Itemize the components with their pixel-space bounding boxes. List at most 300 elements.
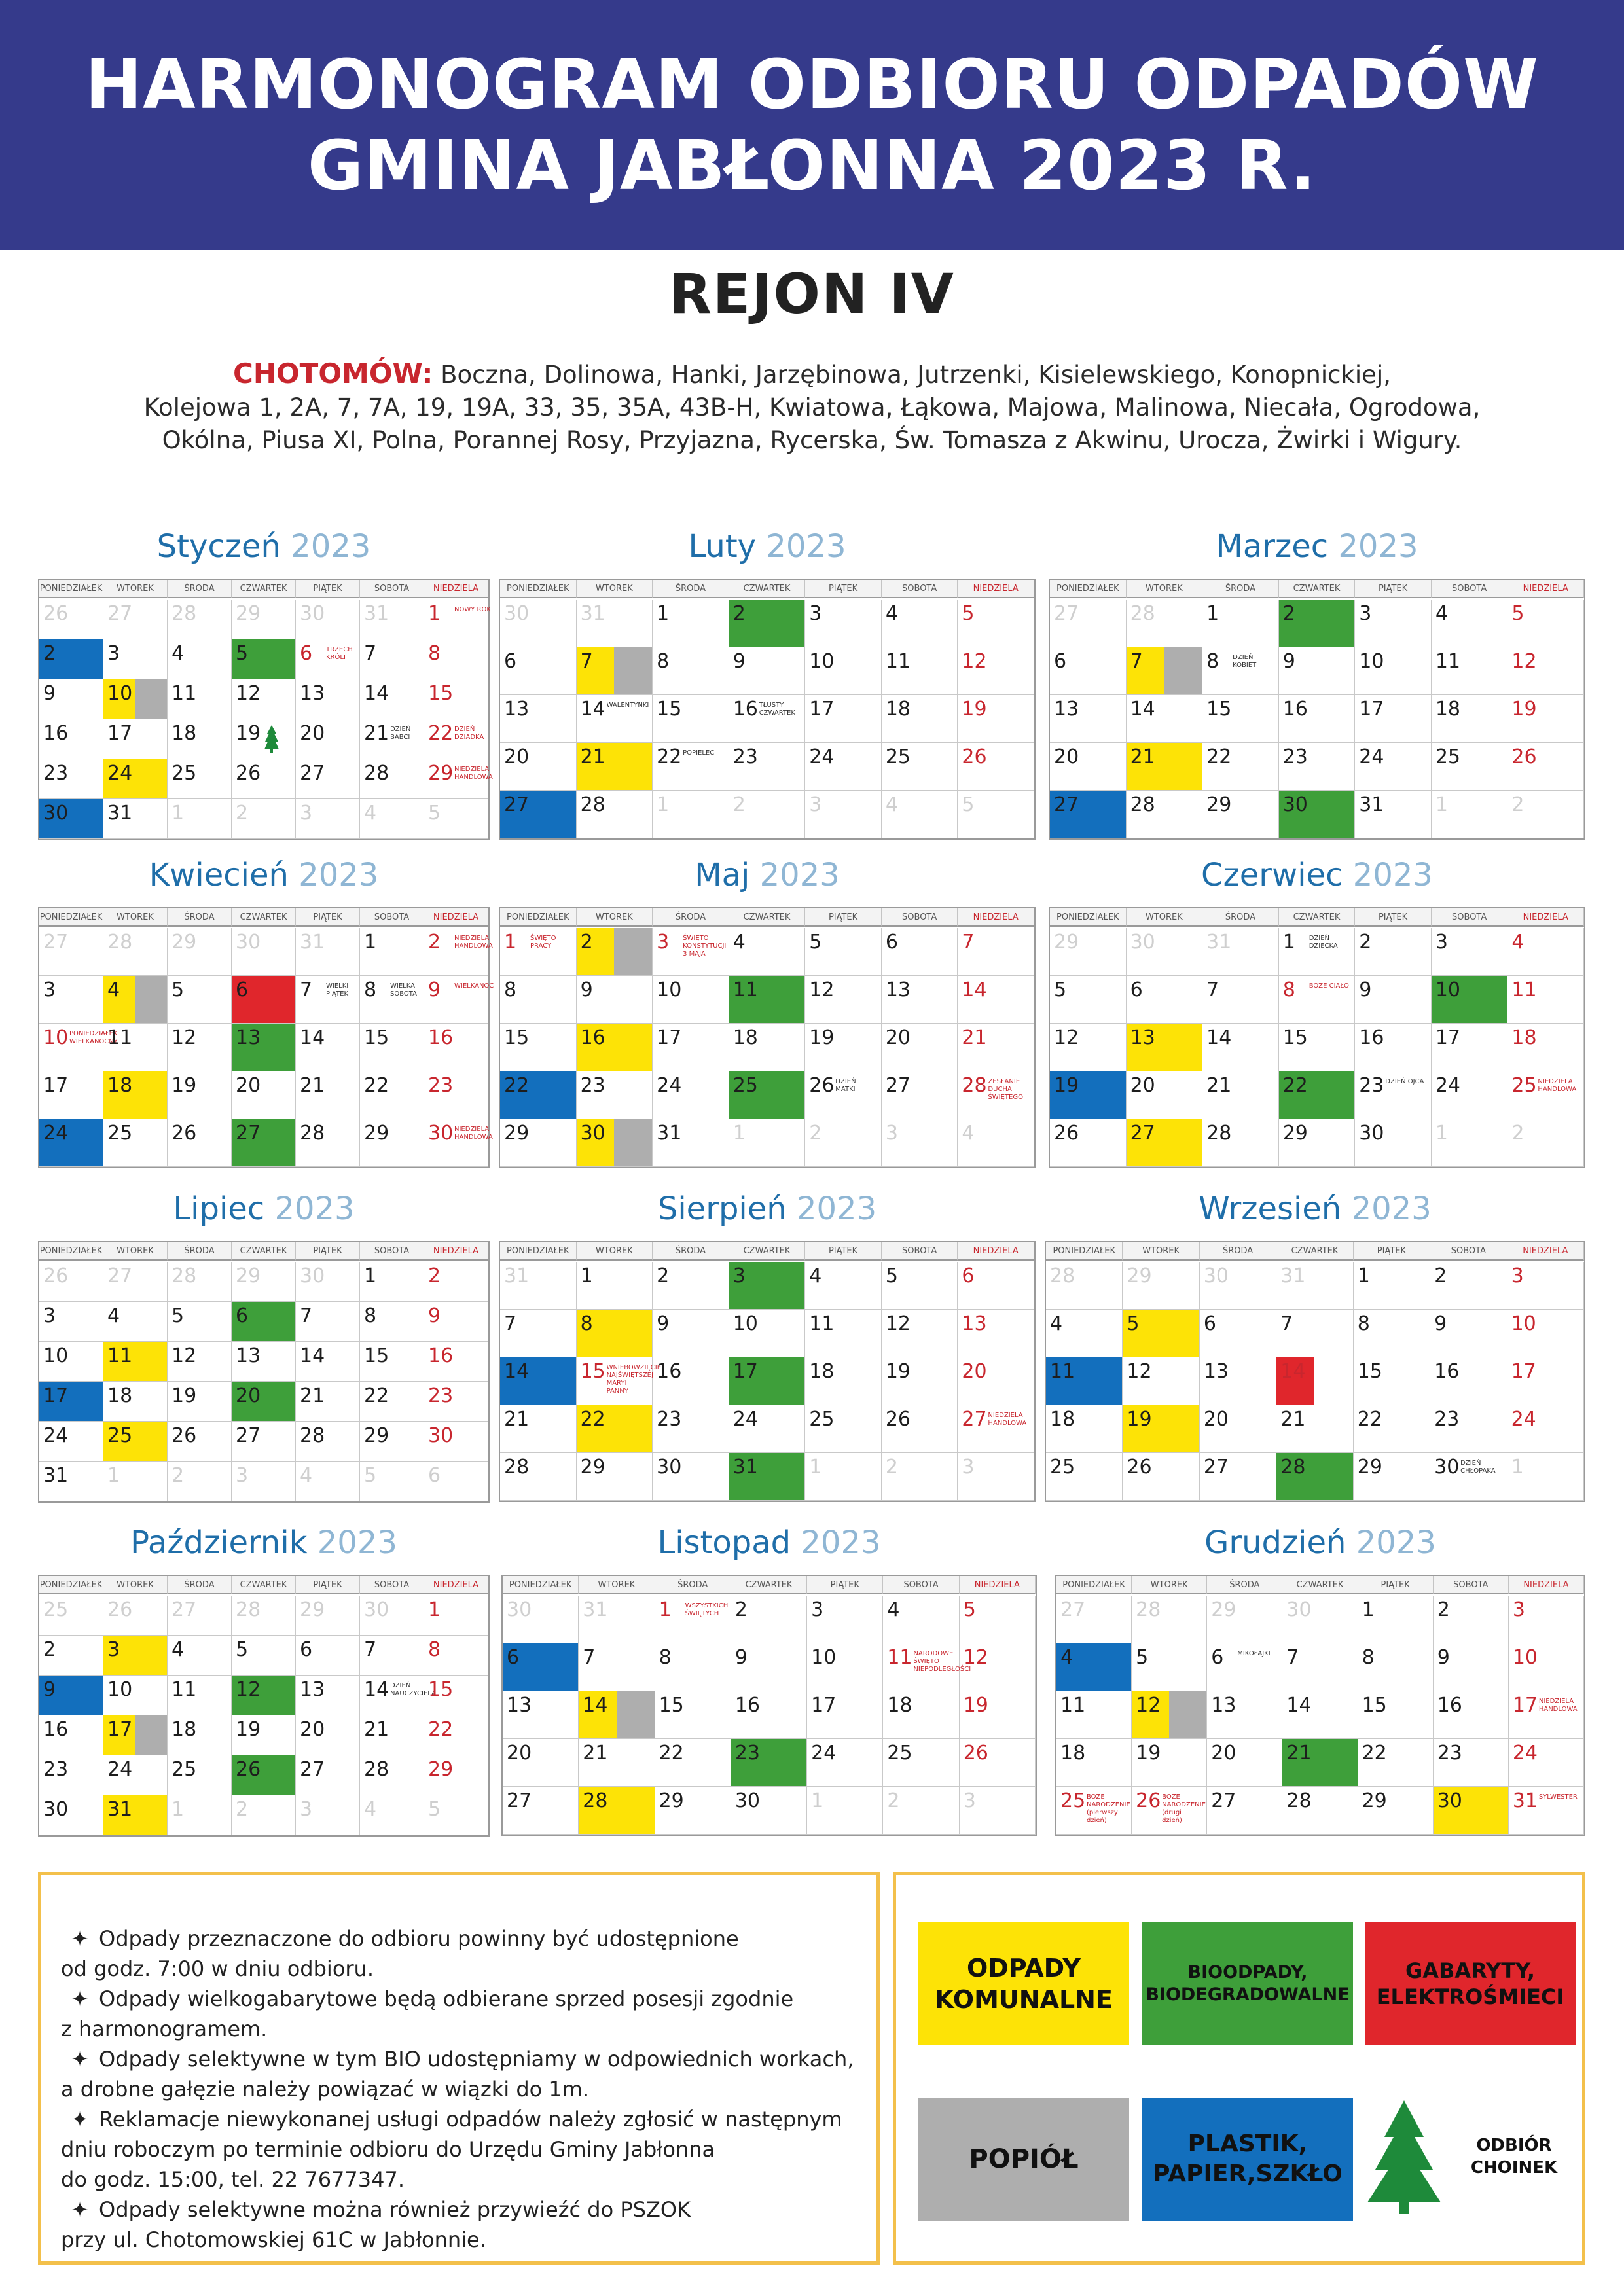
legend-bioodpady-label: BIOODPADY, BIODEGRADOWALNE [1146,1962,1350,2005]
day-cell [1279,695,1356,743]
day-number: 30 [657,1456,682,1479]
day-number: 28 [1130,602,1155,625]
day-cell [1046,1310,1123,1357]
day-cell [1509,1739,1584,1787]
day-cell-outside [1432,791,1508,838]
day-number: 25 [809,1408,835,1431]
day-cell [1132,1739,1207,1787]
day-cell [577,1262,653,1310]
day-number: 5 [885,1265,898,1287]
day-cell [653,1310,729,1357]
day-number: 3 [809,602,822,625]
month-grid [501,1575,1037,1836]
weekday-header: WTOREK [103,1576,168,1594]
day-cell [39,976,103,1024]
day-cell [1507,1262,1584,1310]
day-cell [232,1676,296,1715]
day-number: 28 [364,762,389,785]
day-number: 14 [364,682,389,705]
day-number: 30 [1282,793,1308,816]
day-number: 9 [428,978,441,1001]
rule-text: a drobne gałęzie należy powiązać w wiązki do 1m. [61,2077,590,2102]
month-6 [38,1186,490,1500]
day-cell [296,1342,360,1382]
day-number: 17 [732,1360,758,1383]
month-name: Maj [695,857,760,893]
month-year: 2023 [274,1191,355,1227]
day-number: 3 [43,978,56,1001]
day-cell [424,1342,488,1382]
day-cell [39,1382,103,1422]
day-cell [1279,1119,1356,1167]
day-note: NIEDZIELA HANDLOWA [454,935,493,950]
day-cell-outside [168,1462,232,1501]
day-number: 3 [300,802,313,825]
day-number: 2 [657,1265,670,1287]
day-number: 24 [43,1424,69,1447]
day-cell [579,1787,655,1835]
day-number: 29 [1211,1598,1236,1621]
day-cell [805,647,882,695]
day-cell [103,1676,168,1715]
day-number: 26 [1136,1789,1161,1812]
day-cell [653,1262,729,1310]
weekday-header: NIEDZIELA [1509,1576,1584,1594]
weekday-header: ŚRODA [168,580,232,598]
day-cell [500,976,577,1024]
day-number: 29 [1206,793,1232,816]
day-cell [729,1310,806,1357]
weekday-header: WTOREK [1127,908,1203,927]
day-number: 20 [962,1360,987,1383]
header-title-line1: HARMONOGRAM ODBIORU ODPADÓW [85,45,1539,124]
day-number: 6 [1130,978,1143,1001]
day-cell-outside [168,600,232,639]
day-cell [577,1405,653,1453]
weekday-header: SOBOTA [360,580,424,598]
day-number: 22 [428,1718,454,1741]
day-number: 3 [300,1798,313,1821]
weekday-header: PIĄTEK [1354,1242,1430,1261]
day-cell-outside [360,1462,424,1501]
day-number: 8 [1206,650,1219,673]
day-number: 1 [1282,931,1295,954]
rule-text: Odpady wielkogabarytowe będą odbierane sprzed posesji zgodnie [99,1986,794,2011]
day-cell [958,647,1034,695]
day-number: 12 [171,1344,197,1367]
day-cell [103,1382,168,1422]
day-number: 29 [1362,1789,1387,1812]
day-cell-outside [729,791,806,838]
day-number: 26 [1054,1122,1079,1145]
day-cell-outside [805,791,882,838]
day-cell [653,928,729,976]
day-number: 26 [236,1758,261,1781]
day-cell [807,1691,883,1739]
day-cell [883,1739,959,1787]
month-grid [499,907,1036,1168]
day-number: 3 [657,931,670,954]
weekday-header: NIEDZIELA [1507,908,1584,927]
day-cell [360,1382,424,1422]
day-number: 31 [1359,793,1384,816]
day-number: 19 [1136,1742,1161,1765]
day-cell [1202,695,1279,743]
day-cell [103,1422,168,1462]
day-cell [883,1596,959,1643]
day-note: TRZECH KRÓLI [326,646,353,661]
day-cell [655,1643,731,1691]
day-number: 29 [428,1758,454,1781]
ash-collection-marker [135,679,168,719]
day-number: 21 [504,1408,530,1431]
day-number: 10 [1359,650,1384,673]
day-number: 23 [580,1074,605,1097]
day-number: 3 [811,1598,824,1621]
day-cell-outside [882,1453,958,1501]
day-number: 25 [887,1742,912,1765]
day-number: 19 [236,722,261,745]
day-number: 7 [583,1646,596,1669]
day-cell [39,679,103,719]
day-cell [1507,695,1584,743]
day-number: 28 [504,1456,530,1479]
day-cell [424,639,488,679]
day-number: 8 [364,1304,377,1327]
day-cell [103,1024,168,1071]
month-year: 2023 [759,857,840,893]
day-number: 30 [428,1122,454,1145]
day-cell [579,1691,655,1739]
day-number: 24 [1511,1408,1536,1431]
weekday-header: SOBOTA [360,908,424,927]
day-number: 4 [885,793,898,816]
weekday-header: PONIEDZIAŁEK [1046,1242,1123,1261]
day-number: 24 [43,1122,69,1145]
day-cell-outside [296,928,360,976]
day-cell [1430,1262,1507,1310]
day-number: 19 [171,1074,197,1097]
day-note: MIKOŁAJKI [1237,1650,1271,1657]
day-cell [577,1453,653,1501]
day-number: 11 [1060,1694,1086,1717]
day-cell-outside [1050,928,1127,976]
day-cell [655,1787,731,1835]
day-number: 23 [428,1384,454,1407]
day-number: 27 [507,1789,532,1812]
day-cell [1434,1739,1509,1787]
day-cell-outside [39,928,103,976]
day-number: 10 [809,650,835,673]
day-number: 6 [1054,650,1067,673]
weekday-header: WTOREK [579,1576,655,1594]
day-number: 18 [887,1694,912,1717]
weekday-header: CZWARTEK [232,908,296,927]
day-number: 23 [43,762,69,785]
month-7 [499,1186,1036,1499]
legend-choinki [1365,2091,1576,2222]
day-number: 16 [734,1694,761,1717]
day-cell [103,1342,168,1382]
day-number: 14 [962,978,987,1001]
day-cell [168,1302,232,1342]
weekday-header: SOBOTA [882,580,958,598]
day-cell [960,1691,1036,1739]
rule-line [61,2014,857,2044]
day-cell [1202,1071,1279,1119]
day-cell [1507,600,1584,647]
day-number: 22 [657,745,682,768]
day-cell-outside [424,1462,488,1501]
month-title [499,852,1036,898]
day-note: DZIEŃ NAUCZYCIELA [390,1682,436,1697]
day-cell [424,1119,493,1167]
day-cell [360,976,424,1024]
day-number: 9 [1282,650,1295,673]
weekday-header: PONIEDZIAŁEK [39,1242,103,1261]
weekday-header: SOBOTA [360,1576,424,1594]
day-number: 10 [43,1026,69,1049]
day-cell [39,1302,103,1342]
day-cell [39,1795,103,1835]
month-title [38,852,490,898]
day-number: 30 [1130,931,1155,954]
weekday-header: WTOREK [577,1242,653,1261]
weekday-header: PIĄTEK [296,1242,360,1261]
day-number: 25 [43,1598,69,1621]
weekday-header: WTOREK [577,908,653,927]
day-cell [232,639,296,679]
day-number: 9 [1437,1646,1450,1669]
day-cell [1056,1691,1132,1739]
day-cell [232,1422,296,1462]
day-cell [103,1715,168,1755]
day-note: NIEDZIELA HANDLOWA [454,1126,493,1141]
day-cell-outside [168,1596,232,1636]
day-number: 19 [963,1694,988,1717]
day-cell [503,1739,579,1787]
day-cell [232,1071,296,1119]
day-number: 5 [962,793,975,816]
weekday-header: PIĄTEK [805,580,882,598]
day-note: PONIEDZIAŁEK WIELKANOCNY [69,1030,118,1045]
month-name: Styczeń [156,528,291,565]
day-cell [500,1453,577,1501]
day-note: BOŻE NARODZENIE (pierwszy dzień) [1087,1793,1130,1824]
day-cell [579,1643,655,1691]
day-cell [882,1262,958,1310]
day-cell [1354,1262,1430,1310]
day-number: 2 [885,1456,898,1479]
day-cell [1276,1405,1353,1453]
weekday-header: PONIEDZIAŁEK [500,1242,577,1261]
day-number: 22 [659,1742,684,1765]
day-number: 6 [300,642,313,665]
day-number: 29 [1357,1456,1382,1479]
day-number: 1 [809,1456,822,1479]
day-number: 26 [1127,1456,1152,1479]
day-number: 18 [809,1360,835,1383]
day-cell [424,719,488,759]
day-cell [296,1302,360,1342]
day-note: NIEDZIELA HANDLOWA [454,766,493,781]
day-number: 26 [809,1074,835,1097]
day-note: WNIEBOWZIĘCIE NAJŚWIĘTSZEJ MARYI PANNY [606,1364,662,1395]
day-number: 4 [107,978,120,1001]
day-number: 18 [732,1026,758,1049]
day-number: 30 [300,1265,325,1287]
day-cell-outside [232,928,296,976]
day-cell [655,1739,731,1787]
day-number: 2 [236,802,249,825]
day-cell-outside [424,1795,488,1835]
day-number: 27 [1211,1789,1236,1812]
day-number: 15 [1357,1360,1382,1383]
streets-line3: Okólna, Piusa XI, Polna, Porannej Rosy, Przyjazna, Rycerska, Św. Tomasza z Akwinu, Urocza, Żwirki i Wigury. [162,426,1462,454]
day-number: 1 [171,1798,185,1821]
day-cell-outside [1132,1596,1207,1643]
day-cell [1050,695,1127,743]
month-8 [1045,1186,1585,1499]
weekday-header: PIĄTEK [296,908,360,927]
day-cell-outside [360,1596,424,1636]
day-number: 5 [1127,1312,1140,1335]
day-cell-outside [168,1795,232,1835]
day-cell [577,791,653,838]
month-title [38,524,490,569]
rule-line [61,2225,857,2255]
day-number: 24 [1512,1742,1538,1765]
day-note: BOŻE NARODZENIE (drugi dzień) [1162,1793,1206,1824]
weekday-header: CZWARTEK [731,1576,807,1594]
legend-choinki-label: ODBIÓR CHOINEK [1470,2136,1558,2178]
day-number: 6 [962,1265,975,1287]
day-cell-outside [103,1596,168,1636]
weekday-header: SOBOTA [360,1242,424,1261]
day-number: 6 [428,1464,441,1487]
day-number: 5 [236,1638,249,1661]
day-cell [500,1071,577,1119]
day-cell [882,1071,958,1119]
day-cell [1430,1405,1507,1453]
day-cell [1507,1071,1584,1119]
day-cell [1200,1405,1276,1453]
day-number: 30 [1286,1598,1312,1621]
day-number: 13 [1203,1360,1229,1383]
day-number: 10 [1512,1646,1538,1669]
day-cell [807,1596,883,1643]
day-cell [577,976,653,1024]
day-cell [1279,647,1356,695]
ash-collection-marker [617,1691,655,1738]
day-cell [1282,1739,1358,1787]
day-cell [1355,1119,1432,1167]
day-cell [1354,1453,1430,1501]
day-number: 15 [1206,698,1232,721]
day-number: 7 [1286,1646,1299,1669]
day-cell [653,1357,729,1405]
day-number: 23 [657,1408,682,1431]
day-number: 30 [580,1122,605,1145]
day-number: 13 [300,1678,325,1701]
rule-line [61,2164,857,2195]
weekday-header: CZWARTEK [232,1576,296,1594]
day-number: 29 [1054,931,1079,954]
day-cell-outside [883,1787,959,1835]
day-number: 27 [171,1598,197,1621]
day-cell [1207,1643,1282,1691]
day-number: 4 [171,1638,185,1661]
day-number: 28 [962,1074,987,1097]
day-cell [500,1357,577,1405]
day-number: 31 [583,1598,608,1621]
weekday-header: CZWARTEK [729,908,806,927]
day-cell [1507,928,1584,976]
day-number: 30 [1203,1265,1229,1287]
rule-text: od godz. 7:00 w dniu odbioru. [61,1956,374,1981]
day-number: 5 [1054,978,1067,1001]
day-cell [168,1755,232,1795]
rule-line [61,1924,857,1954]
day-cell [39,1636,103,1676]
rule-text: Odpady selektywne można również przywieźć do PSZOK [99,2197,691,2222]
day-cell [729,1024,806,1071]
day-cell [1127,647,1203,695]
day-number: 13 [1130,1026,1155,1049]
day-number: 8 [1362,1646,1375,1669]
day-number: 29 [504,1122,530,1145]
day-cell [1507,647,1584,695]
day-cell [424,1262,488,1302]
header-title-line2: GMINA JABŁONNA 2023 R. [307,126,1317,206]
day-number: 13 [885,978,911,1001]
day-cell [882,1024,958,1071]
weekday-header: CZWARTEK [729,580,806,598]
day-cell-outside [296,1795,360,1835]
day-cell-outside [232,1596,296,1636]
day-cell-outside [1200,1262,1276,1310]
day-number: 10 [811,1646,837,1669]
day-cell [103,799,168,839]
day-cell [653,695,729,743]
day-cell [103,1302,168,1342]
day-cell [882,928,958,976]
day-cell [729,1453,806,1501]
day-number: 28 [1286,1789,1312,1812]
day-number: 27 [43,931,69,954]
day-cell [168,1382,232,1422]
month-year: 2023 [1352,857,1433,893]
day-number: 4 [887,1598,900,1621]
ash-collection-marker [614,647,652,694]
day-number: 30 [43,1798,69,1821]
day-number: 23 [1282,745,1308,768]
day-number: 17 [657,1026,682,1049]
day-number: 31 [1512,1789,1538,1812]
day-number: 6 [1203,1312,1216,1335]
day-cell [1127,791,1203,838]
day-number: 27 [1060,1598,1086,1621]
day-cell [500,928,577,976]
day-number: 2 [887,1789,900,1812]
day-cell-outside [360,799,424,839]
day-cell [232,1636,296,1676]
weekday-header: PIĄTEK [1358,1576,1434,1594]
day-number: 6 [1211,1646,1224,1669]
day-number: 5 [236,642,249,665]
day-cell [882,647,958,695]
weekday-header: WTOREK [103,580,168,598]
